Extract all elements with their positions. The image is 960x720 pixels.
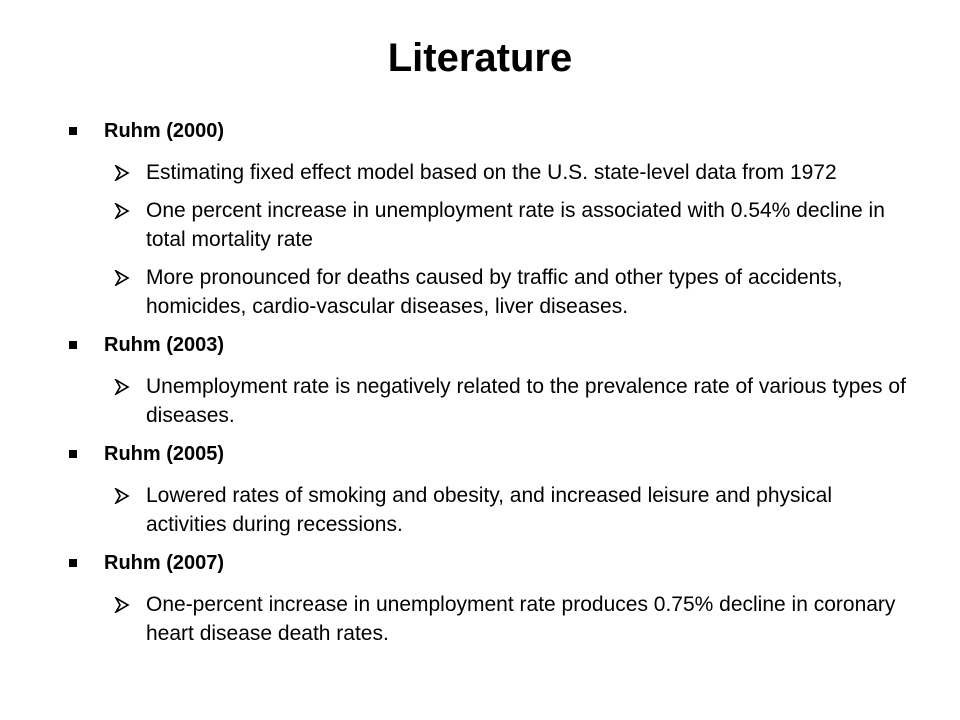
- square-bullet-icon: [68, 548, 104, 578]
- bullet-text: One percent increase in unemployment rate is associated with 0.54% decline in total mortality rate: [146, 199, 885, 251]
- section-heading: Ruhm (2000): [104, 120, 225, 142]
- bullet-text: Unemployment rate is negatively related to the prevalence rate of various types of diseases.: [146, 375, 906, 427]
- bullet-item-level1: [68, 116, 918, 146]
- arrowhead-bullet-icon: [114, 158, 146, 187]
- section-ruhm-2005: [68, 439, 918, 539]
- arrowhead-bullet-icon: [114, 481, 146, 510]
- square-bullet-icon: [68, 330, 104, 360]
- bullet-item-level2: [114, 590, 918, 648]
- slide-content: [68, 116, 918, 657]
- bullet-item-level2: [114, 196, 918, 254]
- section-heading: Ruhm (2007): [104, 552, 225, 574]
- arrowhead-bullet-icon: [114, 372, 146, 401]
- bullet-item-level1: [68, 330, 918, 360]
- arrowhead-bullet-icon: [114, 590, 146, 619]
- bullet-item-level2: [114, 263, 918, 321]
- bullet-text: Estimating fixed effect model based on the U.S. state-level data from 1972: [146, 161, 837, 184]
- square-bullet-icon: [68, 116, 104, 146]
- section-ruhm-2003: [68, 330, 918, 430]
- section-heading: Ruhm (2003): [104, 334, 225, 356]
- arrowhead-bullet-icon: [114, 263, 146, 292]
- bullet-item-level2: [114, 158, 918, 187]
- slide-title: Literature: [387, 36, 573, 80]
- bullet-text: Lowered rates of smoking and obesity, and increased leisure and physical activities during recessions.: [146, 484, 833, 536]
- bullet-item-level2: [114, 372, 918, 430]
- section-ruhm-2007: [68, 548, 918, 648]
- bullet-text: More pronounced for deaths caused by traffic and other types of accidents, homicides, cardio-vascular diseases, liver diseases.: [146, 266, 843, 318]
- section-ruhm-2000: [68, 116, 918, 321]
- bullet-item-level1: [68, 548, 918, 578]
- bullet-item-level2: [114, 481, 918, 539]
- arrowhead-bullet-icon: [114, 196, 146, 225]
- bullet-text: One-percent increase in unemployment rate produces 0.75% decline in coronary heart disease death rates.: [146, 593, 896, 645]
- section-heading: Ruhm (2005): [104, 443, 225, 465]
- square-bullet-icon: [68, 439, 104, 469]
- bullet-item-level1: [68, 439, 918, 469]
